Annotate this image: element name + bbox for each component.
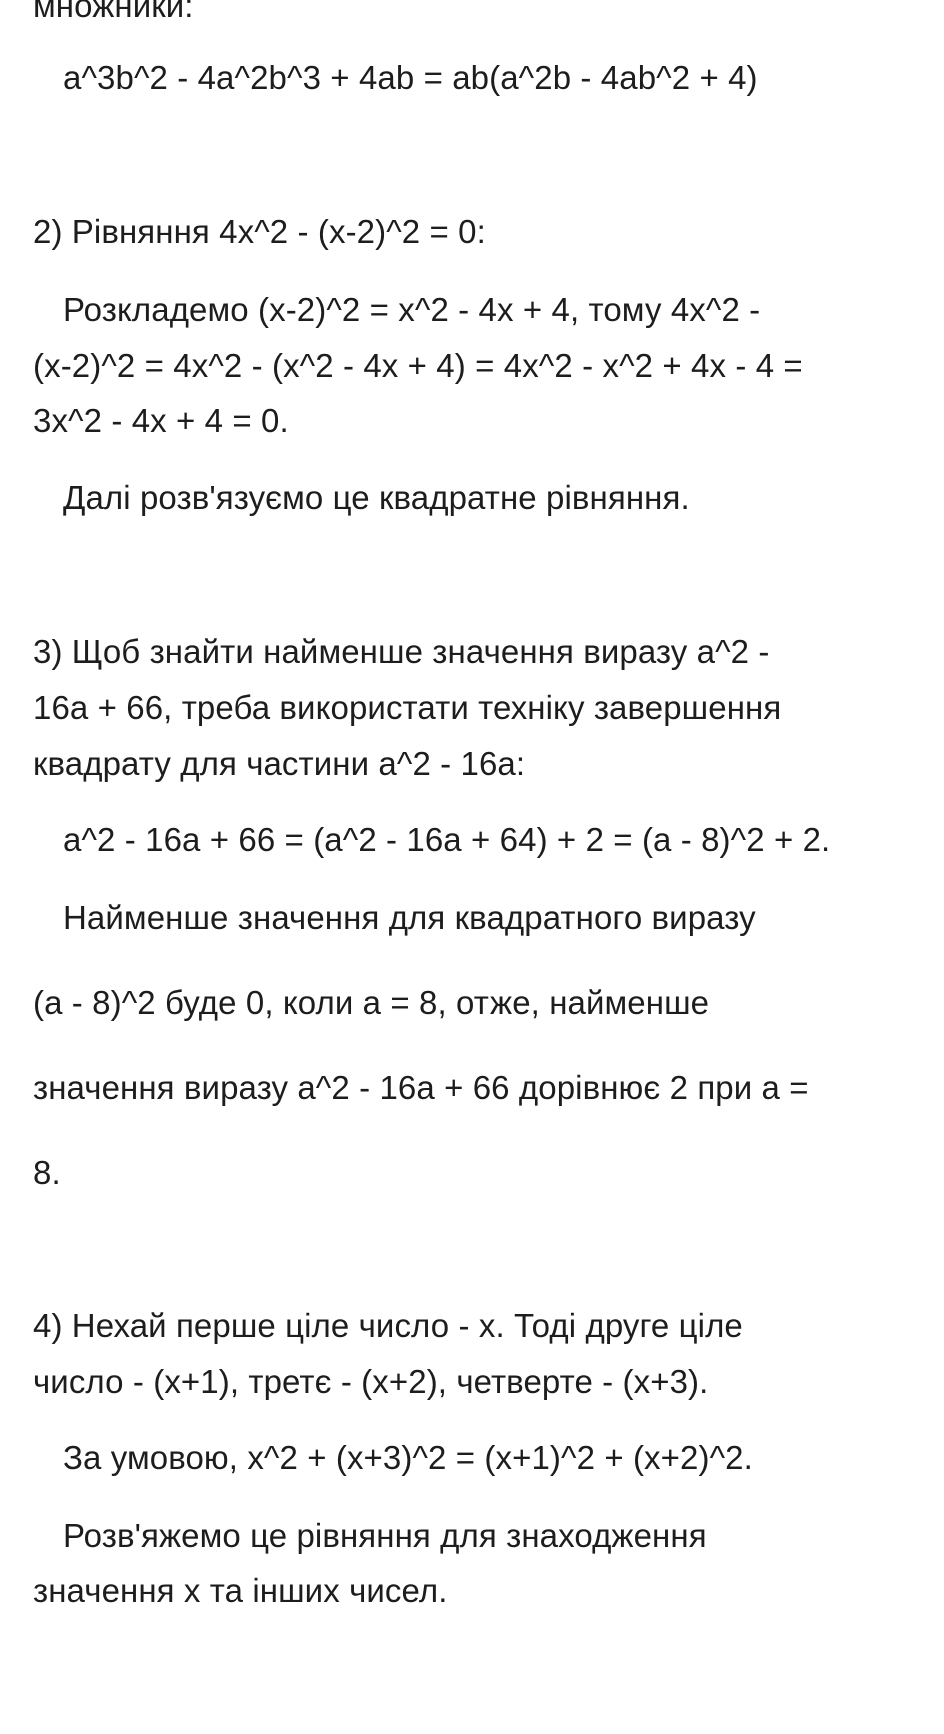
text-line-item-4-p5: значення x та інших чисел. [33,1572,448,1609]
text-line-item-2-p2: (x-2)^2 = 4x^2 - (x^2 - 4x + 4) = 4x^2 - x^2 + 4x - 4 = [33,347,803,384]
text-line-factorization: a^3b^2 - 4a^2b^3 + 4ab = ab(a^2b - 4ab^2 + 4) [63,59,758,96]
text-line-item-3-p3: квадрату для частини a^2 - 16a: [33,745,526,782]
text-line-item-4-p1: 4) Нехай перше ціле число - x. Тоді друге ціле [33,1307,743,1344]
text-line-item-4-p4: Розв'яжемо це рівняння для знаходження [63,1517,707,1554]
text-line-item-4-p3: За умовою, x^2 + (x+3)^2 = (x+1)^2 + (x+2)^2. [63,1439,753,1476]
text-line-item-2-p1: Розкладемо (x-2)^2 = x^2 - 4x + 4, тому 4x^2 - [63,291,761,328]
text-line-item-3-p1: 3) Щоб знайти найменше значення виразу a^2 - [33,633,770,670]
text-line-item-3-p5: (a - 8)^2 буде 0, коли a = 8, отже, найменше [33,984,710,1021]
text-line-item-3-p7: 8. [33,1154,61,1191]
text-line-item-2-p4: Далі розв'язуємо це квадратне рівняння. [63,479,690,516]
text-line-item-2-p3: 3x^2 - 4x + 4 = 0. [33,402,289,439]
text-line-item-3-p4: Найменше значення для квадратного виразу [63,899,756,936]
text-line-item-3-equation: a^2 - 16a + 66 = (a^2 - 16a + 64) + 2 = (a - 8)^2 + 2. [63,821,831,858]
text-line-item-2-heading: 2) Рівняння 4x^2 - (x-2)^2 = 0: [33,213,486,250]
text-line-multipliers-heading: множники: [33,0,194,24]
text-line-item-3-p6: значення виразу a^2 - 16a + 66 дорівнює 2 при a = [33,1069,809,1106]
text-line-item-4-p2: число - (x+1), третє - (x+2), четверте - (x+3). [33,1363,709,1400]
text-line-item-3-p2: 16a + 66, треба використати техніку завершення [33,689,782,726]
